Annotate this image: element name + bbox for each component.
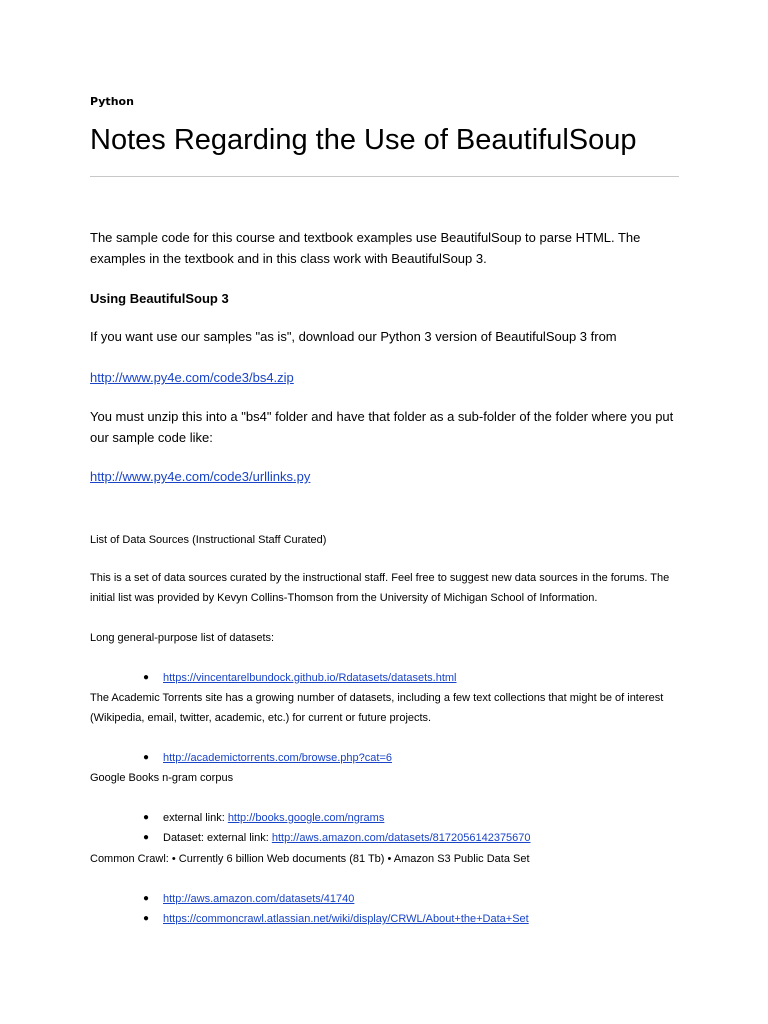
intro-paragraph: The sample code for this course and textbook examples use BeautifulSoup to parse HTML. The examples in the textbook and in this class work with BeautifulSoup 3. xyxy=(90,230,641,266)
bullet-icon: ● xyxy=(143,812,150,823)
section-heading: Using BeautifulSoup 3 xyxy=(90,291,229,306)
list-item xyxy=(90,889,680,909)
bullet-list-ngram xyxy=(90,808,680,848)
academic-torrents-paragraph: The Academic Torrents site has a growing number of datasets, including a few text collections that might be of interest (Wikipedia, email, twitter, academic, etc.) for current or future projects. xyxy=(90,692,664,724)
bullet-list-common-crawl xyxy=(90,889,680,929)
urllinks-link[interactable]: http://www.py4e.com/code3/urllinks.py xyxy=(90,469,311,484)
bullet-icon: ● xyxy=(143,893,150,904)
list-item xyxy=(90,668,680,688)
list-item xyxy=(90,828,680,848)
title-divider xyxy=(90,176,679,177)
urllinks-link-line xyxy=(90,466,680,487)
long-list-label: Long general-purpose list of datasets: xyxy=(90,632,275,644)
data-sources-intro: This is a set of data sources curated by the instructional staff. Feel free to suggest new data sources in the forums. The initial list was provided by Kevyn Collins-Thomson from the University of Michigan School of Information. xyxy=(90,572,670,604)
aws-common-crawl-link[interactable]: http://aws.amazon.com/datasets/41740 xyxy=(163,893,355,905)
list-item xyxy=(90,909,680,929)
aws-ngram-dataset-link[interactable]: http://aws.amazon.com/datasets/8172056142375670 xyxy=(271,832,531,844)
rdatasets-link[interactable]: https://vincentarelbundock.github.io/Rdatasets/datasets.html xyxy=(163,672,457,684)
bs4-zip-link-line xyxy=(90,367,680,388)
ngram-label: Google Books n-gram corpus xyxy=(90,772,234,784)
bullet-icon: ● xyxy=(143,672,150,683)
unzip-paragraph: You must unzip this into a "bs4" folder and have that folder as a sub-folder of the folder where you put our sample code like: xyxy=(90,409,674,445)
bullet-icon: ● xyxy=(143,752,150,763)
category-label: Python xyxy=(90,95,134,108)
bullet-icon: ● xyxy=(143,832,150,843)
bs4-zip-link[interactable]: http://www.py4e.com/code3/bs4.zip xyxy=(90,370,294,385)
academic-torrents-link[interactable]: http://academictorrents.com/browse.php?cat=6 xyxy=(163,752,392,764)
dataset-link-prefix: Dataset: external link: xyxy=(163,832,272,844)
external-link-prefix: external link: xyxy=(163,812,228,824)
bullet-list-academic xyxy=(90,748,680,768)
commoncrawl-wiki-link[interactable]: https://commoncrawl.atlassian.net/wiki/display/CRWL/About+the+Data+Set xyxy=(163,913,529,925)
google-ngrams-link[interactable]: http://books.google.com/ngrams xyxy=(227,812,385,824)
download-paragraph: If you want use our samples "as is", download our Python 3 version of BeautifulSoup 3 from xyxy=(90,329,617,344)
data-sources-title: List of Data Sources (Instructional Staff Curated) xyxy=(90,534,327,546)
common-crawl-paragraph: Common Crawl: • Currently 6 billion Web documents (81 Tb) • Amazon S3 Public Data Set xyxy=(90,853,530,865)
list-item xyxy=(90,808,680,828)
bullet-list-rdatasets xyxy=(90,668,680,688)
list-item xyxy=(90,748,680,768)
page-title: Notes Regarding the Use of BeautifulSoup xyxy=(90,124,637,156)
bullet-icon: ● xyxy=(143,913,150,924)
